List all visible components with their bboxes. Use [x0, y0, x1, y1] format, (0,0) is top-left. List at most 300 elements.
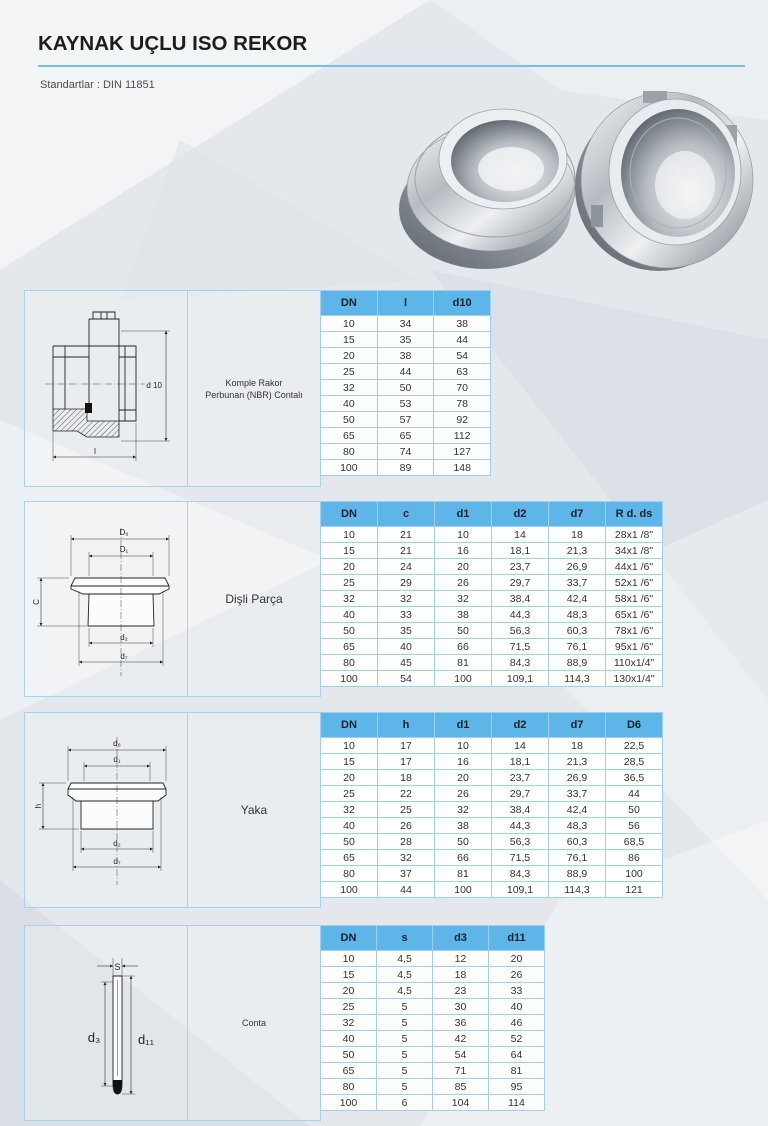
- table-row: [321, 1095, 545, 1111]
- table-cell-d3: 12: [433, 951, 489, 967]
- table-cell-l: 57: [377, 412, 434, 428]
- table-row: [321, 882, 663, 898]
- table-row: [321, 543, 663, 559]
- table-cell-dn: 100: [321, 1095, 377, 1111]
- table-cell-d6: 56: [606, 818, 663, 834]
- table-cell-d7: 88,9: [549, 655, 606, 671]
- label-d11: d₁₁: [137, 1032, 155, 1047]
- table-cell-d7: 60,3: [549, 834, 606, 850]
- label-d6: d₆: [113, 739, 121, 748]
- table-body: [321, 951, 545, 1111]
- header-row: [321, 502, 663, 527]
- table-head: [321, 502, 663, 527]
- table-row: [321, 983, 545, 999]
- table-cell-dn: 50: [321, 834, 378, 850]
- section-conta: [24, 925, 664, 1121]
- table-row: [321, 623, 663, 639]
- table-cell-dn: 10: [321, 738, 378, 754]
- label-d2: d₂: [113, 839, 121, 848]
- table-row: [321, 967, 545, 983]
- table-cell-d7: 48,3: [549, 818, 606, 834]
- table-cell-dn: 20: [321, 770, 378, 786]
- table-row: [321, 1047, 545, 1063]
- table-cell-d2: 38,4: [492, 591, 549, 607]
- table-cell-dn: 10: [321, 951, 377, 967]
- table-cell-dn: 32: [321, 591, 378, 607]
- table-cell-d1: 16: [435, 754, 492, 770]
- drawing-conta: [25, 926, 188, 1120]
- column-header-dn: DN: [321, 713, 378, 738]
- liner-bore-highlight: [478, 147, 544, 191]
- table-cell-dn: 40: [321, 1031, 377, 1047]
- table-cell-dn: 32: [321, 1015, 377, 1031]
- table-cell-s: 5: [377, 1047, 433, 1063]
- table-cell-d6: 36,5: [606, 770, 663, 786]
- table-cell-d1: 81: [435, 655, 492, 671]
- column-header-dn: DN: [321, 502, 378, 527]
- table-cell-d7: 60,3: [549, 623, 606, 639]
- table-cell-d1: 66: [435, 639, 492, 655]
- table-row: [321, 738, 663, 754]
- spec-table-yaka: [320, 712, 663, 898]
- table-cell-d7: 26,9: [549, 559, 606, 575]
- table-cell-d2: 71,5: [492, 850, 549, 866]
- table-row: [321, 1015, 545, 1031]
- table-cell-dn: 40: [321, 396, 378, 412]
- table-cell-d10: 70: [434, 380, 491, 396]
- table-body: [321, 738, 663, 898]
- table-cell-d7: 42,4: [549, 591, 606, 607]
- table-cell-dn: 20: [321, 348, 378, 364]
- table-cell-d1: 20: [435, 559, 492, 575]
- table-row: [321, 591, 663, 607]
- table-row: [321, 1031, 545, 1047]
- table-cell-dn: 50: [321, 1047, 377, 1063]
- table-cell-r-d-ds: 130x1/4": [606, 671, 663, 687]
- table-cell-d1: 10: [435, 527, 492, 543]
- table-cell-r-d-ds: 58x1 /6": [606, 591, 663, 607]
- table-cell-h: 17: [378, 738, 435, 754]
- table-cell-dn: 80: [321, 444, 378, 460]
- table-cell-l: 44: [377, 364, 434, 380]
- page-title: KAYNAK UÇLU ISO REKOR: [38, 32, 308, 55]
- table-cell-dn: 15: [321, 967, 377, 983]
- table-cell-d11: 46: [489, 1015, 545, 1031]
- drawing-komple-rakor: [25, 291, 188, 486]
- product-label-line: Perbunan (NBR) Contalı: [205, 389, 303, 400]
- coupling-outline: [53, 312, 136, 421]
- table-cell-d6: 44: [606, 786, 663, 802]
- column-header-s: s: [377, 926, 433, 951]
- table-cell-c: 33: [378, 607, 435, 623]
- table-cell-dn: 50: [321, 412, 378, 428]
- table-cell-dn: 65: [321, 1063, 377, 1079]
- table-cell-l: 35: [377, 332, 434, 348]
- table-cell-h: 32: [378, 850, 435, 866]
- column-header-d7: d7: [549, 713, 606, 738]
- table-cell-d1: 66: [435, 850, 492, 866]
- column-header-dn: DN: [321, 926, 377, 951]
- header-row: [321, 713, 663, 738]
- table-cell-d3: 42: [433, 1031, 489, 1047]
- drawing-box: [25, 713, 188, 907]
- table-cell-d10: 54: [434, 348, 491, 364]
- table-cell-d11: 114: [489, 1095, 545, 1111]
- label-d10: d 10: [146, 381, 162, 390]
- table-cell-s: 5: [377, 1031, 433, 1047]
- table-cell-d6: 121: [606, 882, 663, 898]
- column-header-d10: d10: [434, 291, 491, 316]
- table-cell-s: 4,5: [377, 967, 433, 983]
- table-cell-d6: 50: [606, 802, 663, 818]
- table-cell-r-d-ds: 95x1 /6": [606, 639, 663, 655]
- table-cell-dn: 100: [321, 882, 378, 898]
- table-cell-l: 53: [377, 396, 434, 412]
- label-h: h: [34, 803, 43, 809]
- table-cell-d10: 44: [434, 332, 491, 348]
- table-cell-h: 18: [378, 770, 435, 786]
- label-l: l: [94, 447, 96, 456]
- table-cell-d6: 68,5: [606, 834, 663, 850]
- table-row: [321, 559, 663, 575]
- section-frame: [24, 501, 321, 697]
- table-cell-d2: 14: [492, 527, 549, 543]
- section-disli-parca: [24, 501, 664, 697]
- table-cell-d1: 81: [435, 866, 492, 882]
- table-cell-dn: 100: [321, 671, 378, 687]
- column-header-c: c: [378, 502, 435, 527]
- table-cell-d2: 38,4: [492, 802, 549, 818]
- table-row: [321, 999, 545, 1015]
- table-cell-d2: 44,3: [492, 607, 549, 623]
- table-row: [321, 1063, 545, 1079]
- table-cell-h: 17: [378, 754, 435, 770]
- drawing-box: [25, 502, 188, 696]
- column-header-l: l: [377, 291, 434, 316]
- table-row: [321, 607, 663, 623]
- table-cell-d7: 21,3: [549, 543, 606, 559]
- table-row: [321, 818, 663, 834]
- table-cell-d2: 23,7: [492, 559, 549, 575]
- table-cell-d10: 38: [434, 316, 491, 332]
- label-d3: d₃: [87, 1030, 101, 1045]
- table-cell-r-d-ds: 65x1 /6": [606, 607, 663, 623]
- extension-lines: [53, 331, 170, 461]
- table-cell-d7: 42,4: [549, 802, 606, 818]
- table-cell-c: 29: [378, 575, 435, 591]
- table-row: [321, 527, 663, 543]
- table-cell-d11: 95: [489, 1079, 545, 1095]
- column-header-d6: D6: [606, 713, 663, 738]
- section-yaka: [24, 712, 664, 908]
- table-cell-h: 25: [378, 802, 435, 818]
- table-cell-d6: 22,5: [606, 738, 663, 754]
- table-row: [321, 380, 491, 396]
- table-cell-dn: 15: [321, 543, 378, 559]
- table-cell-d10: 78: [434, 396, 491, 412]
- table-cell-d1: 38: [435, 607, 492, 623]
- table-cell-d10: 112: [434, 428, 491, 444]
- table-row: [321, 786, 663, 802]
- table-cell-dn: 65: [321, 639, 378, 655]
- table-cell-d3: 54: [433, 1047, 489, 1063]
- table-cell-d7: 18: [549, 738, 606, 754]
- table-head: [321, 291, 491, 316]
- table-cell-d7: 88,9: [549, 866, 606, 882]
- spec-table-disli-parca: [320, 501, 663, 687]
- table-cell-s: 4,5: [377, 951, 433, 967]
- table-cell-d10: 148: [434, 460, 491, 476]
- table-row: [321, 364, 491, 380]
- drawing-disli-parca: [25, 502, 188, 696]
- label-d1: d₁: [113, 755, 121, 764]
- table-cell-s: 6: [377, 1095, 433, 1111]
- table-cell-d2: 18,1: [492, 754, 549, 770]
- table-cell-d7: 21,3: [549, 754, 606, 770]
- table-cell-d6: 100: [606, 866, 663, 882]
- table-cell-d2: 109,1: [492, 882, 549, 898]
- column-header-r-d-ds: R d. ds: [606, 502, 663, 527]
- table-cell-c: 45: [378, 655, 435, 671]
- column-header-d7: d7: [549, 502, 606, 527]
- table-cell-d11: 52: [489, 1031, 545, 1047]
- header-row: [321, 926, 545, 951]
- table-cell-h: 44: [378, 882, 435, 898]
- table-cell-dn: 10: [321, 316, 378, 332]
- header-row: [321, 291, 491, 316]
- table-cell-c: 35: [378, 623, 435, 639]
- table-cell-d2: 84,3: [492, 655, 549, 671]
- standards-text: Standartlar : DIN 11851: [40, 79, 155, 91]
- table-cell-d1: 100: [435, 882, 492, 898]
- table-cell-dn: 50: [321, 623, 378, 639]
- table-row: [321, 412, 491, 428]
- drawing-box: [25, 291, 188, 486]
- table-cell-c: 40: [378, 639, 435, 655]
- table-cell-d3: 23: [433, 983, 489, 999]
- table-cell-s: 4,5: [377, 983, 433, 999]
- table-cell-h: 37: [378, 866, 435, 882]
- table-cell-dn: 80: [321, 655, 378, 671]
- table-cell-d7: 33,7: [549, 575, 606, 591]
- table-cell-d3: 85: [433, 1079, 489, 1095]
- table-cell-d7: 114,3: [549, 882, 606, 898]
- table-row: [321, 460, 491, 476]
- column-header-d3: d3: [433, 926, 489, 951]
- table-cell-d10: 127: [434, 444, 491, 460]
- table-cell-d1: 50: [435, 623, 492, 639]
- table-cell-r-d-ds: 28x1 /8": [606, 527, 663, 543]
- table-cell-d1: 100: [435, 671, 492, 687]
- table-cell-s: 5: [377, 1063, 433, 1079]
- table-cell-d7: 26,9: [549, 770, 606, 786]
- table-cell-d11: 26: [489, 967, 545, 983]
- table-cell-d6: 28,5: [606, 754, 663, 770]
- table-cell-d7: 33,7: [549, 786, 606, 802]
- section-frame: [24, 712, 321, 908]
- table-cell-c: 24: [378, 559, 435, 575]
- product-label: [188, 502, 320, 696]
- product-label-line: Komple Rakor: [225, 377, 283, 388]
- table-cell-c: 21: [378, 527, 435, 543]
- table-cell-dn: 80: [321, 1079, 377, 1095]
- table-cell-r-d-ds: 78x1 /6": [606, 623, 663, 639]
- table-cell-d1: 16: [435, 543, 492, 559]
- hatched-section: [53, 409, 119, 437]
- table-cell-dn: 65: [321, 428, 378, 444]
- table-cell-dn: 25: [321, 575, 378, 591]
- table-cell-dn: 32: [321, 380, 378, 396]
- label-C: C: [32, 599, 41, 605]
- table-cell-d1: 32: [435, 591, 492, 607]
- column-header-d1: d1: [435, 713, 492, 738]
- table-cell-d2: 84,3: [492, 866, 549, 882]
- table-cell-h: 26: [378, 818, 435, 834]
- nut-part: [575, 91, 753, 271]
- table-cell-s: 5: [377, 1079, 433, 1095]
- column-header-h: h: [378, 713, 435, 738]
- table-cell-c: 54: [378, 671, 435, 687]
- table-cell-d1: 26: [435, 786, 492, 802]
- table-cell-d2: 29,7: [492, 786, 549, 802]
- table-row: [321, 655, 663, 671]
- label-D6: D₆: [119, 528, 129, 537]
- table-cell-d2: 14: [492, 738, 549, 754]
- label-s: S: [114, 962, 121, 972]
- section-frame: [24, 925, 321, 1121]
- table-cell-dn: 15: [321, 332, 378, 348]
- column-header-d2: d2: [492, 502, 549, 527]
- table-row: [321, 770, 663, 786]
- table-row: [321, 951, 545, 967]
- table-cell-dn: 25: [321, 786, 378, 802]
- table-cell-r-d-ds: 44x1 /6": [606, 559, 663, 575]
- table-cell-d7: 114,3: [549, 671, 606, 687]
- table-row: [321, 575, 663, 591]
- table-cell-dn: 10: [321, 527, 378, 543]
- table-cell-dn: 65: [321, 850, 378, 866]
- table-cell-d7: 76,1: [549, 850, 606, 866]
- table-row: [321, 316, 491, 332]
- table-cell-d1: 10: [435, 738, 492, 754]
- table-cell-dn: 40: [321, 607, 378, 623]
- table-row: [321, 834, 663, 850]
- table-cell-d3: 18: [433, 967, 489, 983]
- table-cell-r-d-ds: 110x1/4": [606, 655, 663, 671]
- table-cell-d3: 71: [433, 1063, 489, 1079]
- threaded-part-outline: [71, 578, 169, 626]
- column-header-dn: DN: [321, 291, 378, 316]
- table-row: [321, 639, 663, 655]
- section-komple-rakor: [24, 290, 664, 487]
- table-cell-d2: 18,1: [492, 543, 549, 559]
- table-cell-d1: 32: [435, 802, 492, 818]
- label-d7: d₇: [120, 652, 128, 661]
- table-cell-c: 21: [378, 543, 435, 559]
- product-label-line: Yaka: [240, 803, 268, 817]
- table-row: [321, 428, 491, 444]
- table-cell-s: 5: [377, 1015, 433, 1031]
- table-cell-l: 74: [377, 444, 434, 460]
- table-row: [321, 1079, 545, 1095]
- table-cell-l: 50: [377, 380, 434, 396]
- table-cell-h: 22: [378, 786, 435, 802]
- table-cell-r-d-ds: 34x1 /8": [606, 543, 663, 559]
- table-row: [321, 332, 491, 348]
- table-cell-d3: 30: [433, 999, 489, 1015]
- product-label: [188, 926, 320, 1120]
- table-cell-l: 65: [377, 428, 434, 444]
- spec-table-conta: [320, 925, 545, 1111]
- table-cell-dn: 40: [321, 818, 378, 834]
- nut-lug: [591, 205, 603, 227]
- title-underline: [38, 65, 745, 67]
- column-header-d11: d11: [489, 926, 545, 951]
- nut-bore-highlight: [655, 151, 715, 219]
- section-frame: [24, 290, 321, 487]
- table-cell-dn: 32: [321, 802, 378, 818]
- table-cell-d11: 20: [489, 951, 545, 967]
- table-cell-d3: 104: [433, 1095, 489, 1111]
- table-cell-d10: 63: [434, 364, 491, 380]
- table-cell-d1: 50: [435, 834, 492, 850]
- table-head: [321, 926, 545, 951]
- table-cell-d6: 86: [606, 850, 663, 866]
- table-row: [321, 754, 663, 770]
- table-cell-d7: 18: [549, 527, 606, 543]
- table-cell-d11: 40: [489, 999, 545, 1015]
- table-cell-d7: 76,1: [549, 639, 606, 655]
- table-row: [321, 671, 663, 687]
- table-cell-d2: 56,3: [492, 623, 549, 639]
- table-cell-d11: 64: [489, 1047, 545, 1063]
- table-cell-d7: 48,3: [549, 607, 606, 623]
- table-body: [321, 316, 491, 476]
- table-cell-d1: 20: [435, 770, 492, 786]
- table-cell-l: 38: [377, 348, 434, 364]
- drawing-box: [25, 926, 188, 1120]
- table-cell-d2: 109,1: [492, 671, 549, 687]
- table-cell-d1: 26: [435, 575, 492, 591]
- label-d7: d₇: [113, 857, 121, 866]
- table-cell-d1: 38: [435, 818, 492, 834]
- table-cell-d11: 81: [489, 1063, 545, 1079]
- table-body: [321, 527, 663, 687]
- drawing-yaka: [25, 713, 188, 907]
- table-cell-d2: 44,3: [492, 818, 549, 834]
- table-cell-dn: 80: [321, 866, 378, 882]
- label-D1: D₁: [119, 545, 129, 554]
- product-photo: [395, 85, 760, 275]
- table-row: [321, 866, 663, 882]
- table-head: [321, 713, 663, 738]
- table-cell-l: 89: [377, 460, 434, 476]
- table-row: [321, 850, 663, 866]
- table-row: [321, 802, 663, 818]
- table-cell-r-d-ds: 52x1 /6": [606, 575, 663, 591]
- table-cell-d3: 36: [433, 1015, 489, 1031]
- table-cell-c: 32: [378, 591, 435, 607]
- table-cell-d2: 56,3: [492, 834, 549, 850]
- product-label-line: Dişli Parça: [225, 592, 283, 606]
- table-cell-d2: 71,5: [492, 639, 549, 655]
- table-cell-d10: 92: [434, 412, 491, 428]
- table-cell-d2: 29,7: [492, 575, 549, 591]
- table-cell-dn: 25: [321, 364, 378, 380]
- table-row: [321, 348, 491, 364]
- table-cell-dn: 20: [321, 559, 378, 575]
- table-cell-d2: 23,7: [492, 770, 549, 786]
